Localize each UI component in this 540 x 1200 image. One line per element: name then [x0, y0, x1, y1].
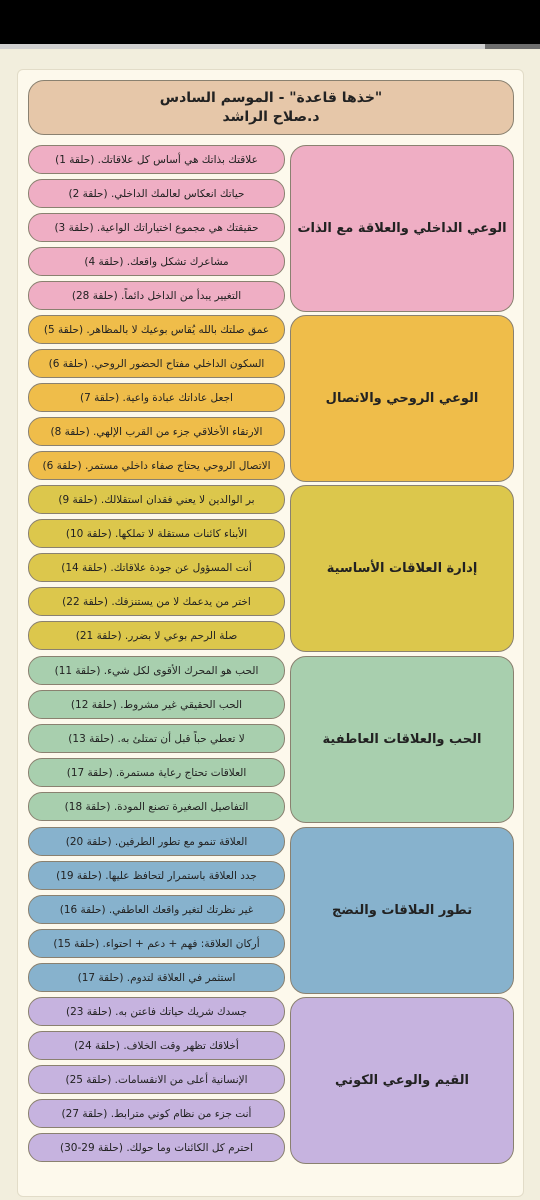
rule-item: غير نظرتك لتغير واقعك العاطفي. (حلقة 16) [28, 895, 285, 924]
scroll-track[interactable] [0, 44, 540, 49]
category-label: تطور العلاقات والنضج [331, 903, 473, 918]
rule-item: أنت المسؤول عن جودة علاقاتك. (حلقة 14) [28, 553, 285, 582]
rule-item: الحب هو المحرك الأقوى لكل شيء. (حلقة 11) [28, 656, 285, 685]
header-title: "خذها قاعدة" - الموسم السادس [159, 89, 383, 106]
category-basic-relationships [290, 485, 514, 652]
rule-item: استثمر في العلاقة لتدوم. (حلقة 17) [28, 963, 285, 992]
scroll-thumb[interactable] [0, 44, 485, 49]
category-label: الوعي الداخلي والعلاقة مع الذات [297, 221, 507, 236]
status-bar [0, 0, 540, 44]
category-self-awareness [290, 145, 514, 312]
rule-item: العلاقات تحتاج رعاية مستمرة. (حلقة 17) [28, 758, 285, 787]
rule-item: احترم كل الكائنات وما حولك. (حلقة 29-30) [28, 1133, 285, 1162]
rule-item: لا تعطي حباً قبل أن تمتلئ به. (حلقة 13) [28, 724, 285, 753]
rule-item: حياتك انعكاس لعالمك الداخلي. (حلقة 2) [28, 179, 285, 208]
category-label: الحب والعلاقات العاطفية [322, 732, 482, 747]
rule-item: جدد العلاقة باستمرار لتحافظ عليها. (حلقة 19) [28, 861, 285, 890]
rule-item: أنت جزء من نظام كوني مترابط. (حلقة 27) [28, 1099, 285, 1128]
rule-item: الارتقاء الأخلاقي جزء من القرب الإلهي. (حلقة 8) [28, 417, 285, 446]
rule-item: الأبناء كائنات مستقلة لا تملكها. (حلقة 10) [28, 519, 285, 548]
category-relationship-maturity [290, 827, 514, 994]
rule-item: أخلاقك تظهر وقت الخلاف. (حلقة 24) [28, 1031, 285, 1060]
rule-item: حقيقتك هي مجموع اختياراتك الواعية. (حلقة 3) [28, 213, 285, 242]
rule-item: العلاقة تنمو مع تطور الطرفين. (حلقة 20) [28, 827, 285, 856]
diagram-header [28, 80, 514, 135]
header-author: د.صلاح الراشد [222, 108, 320, 125]
category-love-relationships [290, 656, 514, 823]
rule-item: الحب الحقيقي غير مشروط. (حلقة 12) [28, 690, 285, 719]
rule-item: صلة الرحم بوعي لا بضرر. (حلقة 21) [28, 621, 285, 650]
category-label: الوعي الروحي والاتصال [325, 391, 479, 406]
rule-item: الإنسانية أعلى من الانقسامات. (حلقة 25) [28, 1065, 285, 1094]
rule-item: أركان العلاقة: فهم + دعم + احتواء. (حلقة 15) [28, 929, 285, 958]
rule-item: جسدك شريك حياتك فاعتن به. (حلقة 23) [28, 997, 285, 1026]
rule-item: اختر من يدعمك لا من يستنزفك. (حلقة 22) [28, 587, 285, 616]
category-cosmic-values [290, 997, 514, 1164]
rule-item: التفاصيل الصغيرة تصنع المودة. (حلقة 18) [28, 792, 285, 821]
rule-item: بر الوالدين لا يعني فقدان استقلالك. (حلقة 9) [28, 485, 285, 514]
category-label: إدارة العلاقات الأساسية [326, 561, 478, 576]
category-label: القيم والوعي الكوني [335, 1073, 469, 1088]
rule-item: التغيير يبدأ من الداخل دائماً. (حلقة 28) [28, 281, 285, 310]
rule-item: عمق صلتك بالله يُقاس بوعيك لا بالمظاهر. (حلقة 5) [28, 315, 285, 344]
rule-item: علاقتك بذاتك هي أساس كل علاقاتك. (حلقة 1) [28, 145, 285, 174]
rule-item: مشاعرك تشكل واقعك. (حلقة 4) [28, 247, 285, 276]
rule-item: السكون الداخلي مفتاح الحضور الروحي. (حلقة 6) [28, 349, 285, 378]
category-spiritual-awareness [290, 315, 514, 482]
rule-item: اجعل عاداتك عبادة واعية. (حلقة 7) [28, 383, 285, 412]
rule-item: الاتصال الروحي يحتاج صفاء داخلي مستمر. (حلقة 6) [28, 451, 285, 480]
